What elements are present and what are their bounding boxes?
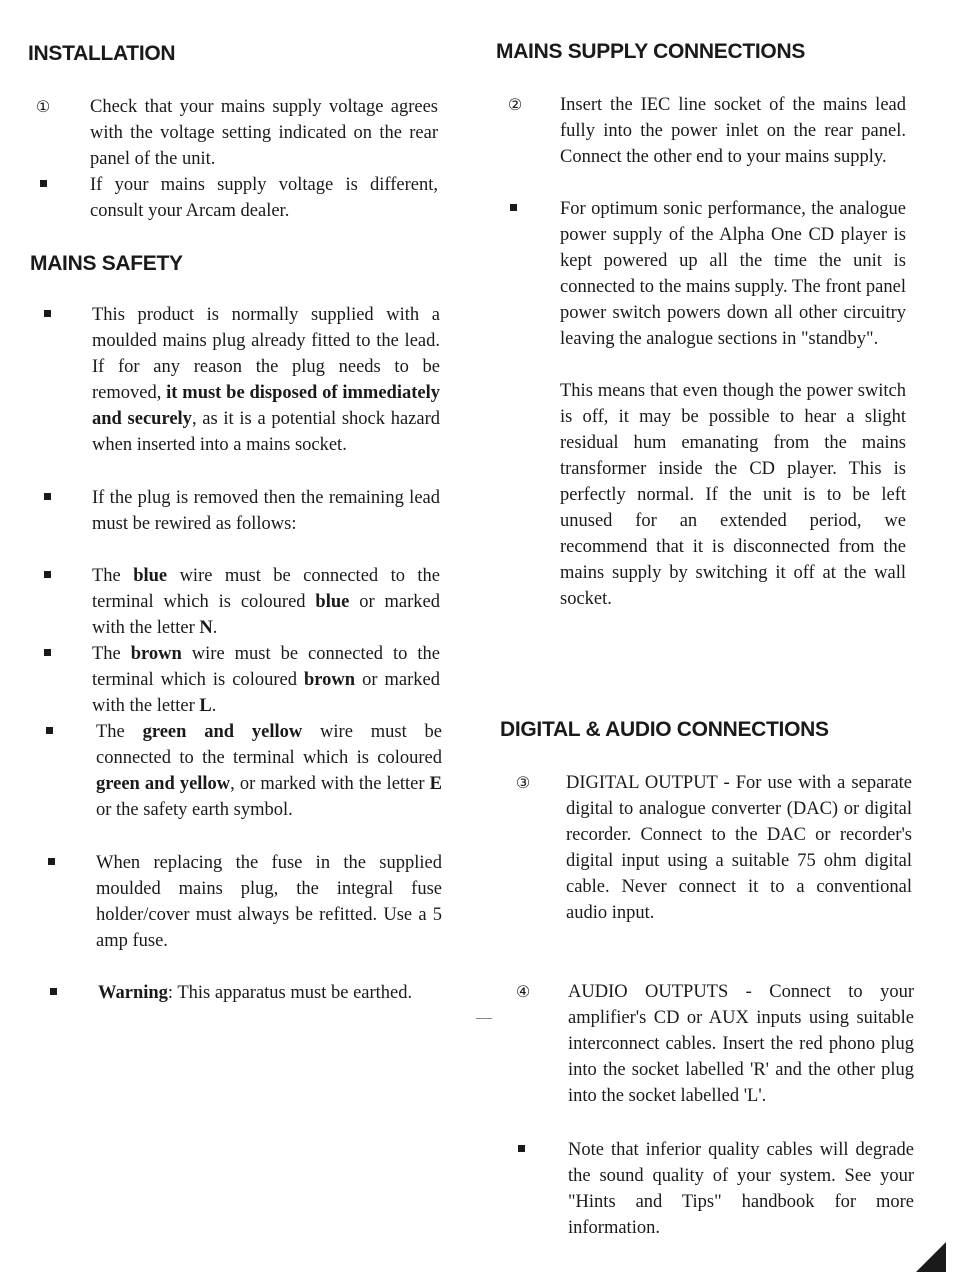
- safety-bullet-plug-text: This product is normally supplied with a moulded mains plug already fitted to the lead. If for any reason the plug needs to be removed, it must be disposed of immediately and securely, as it is a potential shock hazard when inserted into a mains socket.: [92, 305, 440, 455]
- safety-warning-text: Warning: This apparatus must be earthed.: [98, 983, 413, 1003]
- step-3-number-icon: ③: [515, 773, 531, 792]
- digital-output-text: DIGITAL OUTPUT - For use with a separate digital to analogue converter (DAC) or digital recorder. Connect to the DAC or recorder's digital input using a suitable 75 ohm digital cable. Never connect it to a conventional audio input.: [566, 773, 912, 923]
- installation-step-1-text: Check that your mains supply voltage agrees with the voltage setting indicated on the rear panel of the unit.: [90, 97, 438, 169]
- bullet-icon: [32, 641, 62, 667]
- safety-bullet-blue-text: The blue wire must be connected to the terminal which is coloured blue or marked with the letter N.: [92, 566, 440, 638]
- mains-supply-step-2: [494, 92, 906, 170]
- safety-bullet-fuse-text: When replacing the fuse in the supplied moulded mains plug, the integral fuse holder/cover must always be refitted. Use a 5 amp fuse.: [96, 853, 442, 951]
- digital-audio-heading: DIGITAL & AUDIO CONNECTIONS: [500, 718, 829, 741]
- installation-bullet-text: If your mains supply voltage is different, consult your Arcam dealer.: [90, 175, 438, 221]
- audio-cables-note-text: Note that inferior quality cables will degrade the sound quality of your system. See your "Hints and Tips" handbook for more information.: [568, 1140, 914, 1238]
- bullet-icon: [28, 172, 58, 198]
- bullet-icon: [32, 563, 62, 589]
- bullet-icon: [32, 485, 62, 511]
- safety-bullet-rewire: [28, 485, 440, 537]
- audio-cables-note: [494, 1137, 914, 1241]
- audio-outputs-text: AUDIO OUTPUTS - Connect to your amplifier's CD or AUX inputs using suitable interconnect cables. Insert the red phono plug into the socket labelled 'R' and the other plug into the socket labelled 'L'.: [568, 982, 914, 1106]
- safety-bullet-brown: [28, 641, 440, 719]
- margin-dash: [476, 1018, 492, 1019]
- step-4-number-icon: ④: [515, 982, 531, 1001]
- installation-heading: INSTALLATION: [28, 42, 176, 65]
- mains-safety-heading: MAINS SAFETY: [30, 252, 183, 275]
- safety-bullet-brown-text: The brown wire must be connected to the terminal which is coloured brown or marked with the letter L.: [92, 644, 440, 716]
- bullet-icon: [34, 719, 64, 745]
- bullet-icon: [498, 196, 528, 222]
- safety-bullet-green-yellow: [28, 719, 442, 823]
- mains-supply-heading: MAINS SUPPLY CONNECTIONS: [496, 40, 806, 63]
- bullet-icon: [38, 980, 68, 1006]
- bullet-icon: [36, 850, 66, 876]
- mains-supply-step-2-text: Insert the IEC line socket of the mains lead fully into the power inlet on the rear panel. Connect the other end to your mains supply.: [560, 95, 906, 167]
- mains-supply-bullet-standby: [494, 196, 906, 612]
- page-corner-triangle: [916, 1242, 946, 1272]
- step-2-number-icon: ②: [507, 95, 523, 114]
- mains-supply-standby-text: For optimum sonic performance, the analogue power supply of the Alpha One CD player is kept powered up all the time the unit is connected to the mains supply. The front panel power switch powers down all other circuitry leaving the analogue sections in "standby".: [560, 199, 906, 349]
- installation-bullet-voltage: [28, 172, 438, 224]
- safety-bullet-green-yellow-text: The green and yellow wire must be connected to the terminal which is coloured green and yellow, or marked with the letter E or the safety earth symbol.: [96, 722, 442, 820]
- audio-outputs-step-4: [494, 979, 914, 1109]
- mains-supply-hum-text: This means that even though the power switch is off, it may be possible to hear a slight residual hum emanating from the mains transformer inside the CD player. This is perfectly normal. If the unit is to be left unused for an extended period, we recommend that it is disconnected from the mains supply by switching it off at the wall socket.: [560, 381, 906, 609]
- safety-bullet-fuse: [28, 850, 442, 954]
- safety-bullet-blue: [28, 563, 440, 641]
- safety-warning: [28, 980, 444, 1006]
- safety-bullet-plug: [28, 302, 440, 458]
- digital-output-step-3: [494, 770, 912, 926]
- step-1-number-icon: ①: [35, 97, 51, 116]
- installation-step-1: [28, 94, 438, 172]
- bullet-icon: [32, 302, 62, 328]
- bullet-icon: [506, 1137, 536, 1163]
- safety-bullet-rewire-text: If the plug is removed then the remaining lead must be rewired as follows:: [92, 488, 440, 534]
